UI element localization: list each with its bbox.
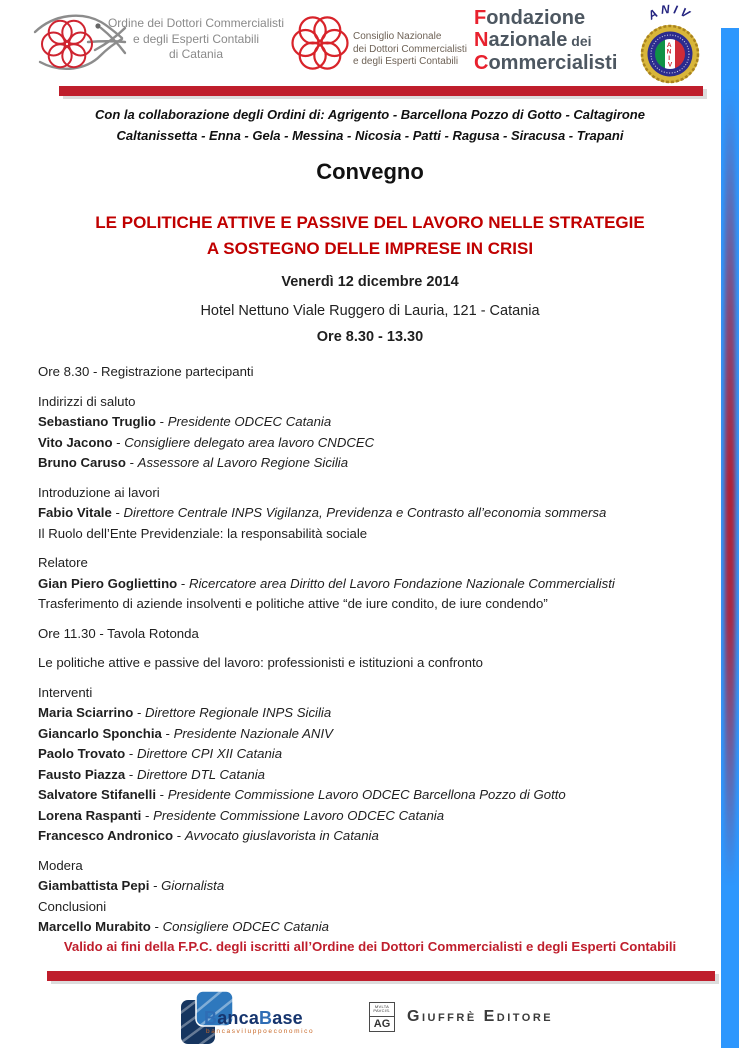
program-line: Ore 8.30 - Registrazione partecipanti bbox=[38, 364, 254, 379]
program-block bbox=[38, 624, 703, 645]
giuffre-seal-icon bbox=[369, 1002, 395, 1032]
speaker-name: Maria Sciarrino bbox=[38, 705, 134, 720]
separator: - bbox=[150, 919, 163, 934]
speaker-name: Giancarlo Sponchia bbox=[38, 725, 162, 741]
svg-text:A N I V: A N I V bbox=[666, 42, 673, 69]
cndcec-line1: Consiglio Nazionale bbox=[353, 31, 442, 42]
program bbox=[38, 362, 703, 947]
speaker-role: Ricercatore area Diritto del Lavoro Fondazione Nazionale Commercialisti bbox=[188, 575, 615, 591]
odcec-catania-name bbox=[98, 16, 294, 63]
giuffre-logo bbox=[369, 1002, 553, 1032]
speaker-name: Sebastiano Truglio bbox=[38, 414, 156, 429]
separator: - bbox=[125, 455, 138, 470]
collaboration-line2: Caltanissetta - Enna - Gela - Messina - Nicosia - Patti - Ragusa - Siracusa - Trapani bbox=[116, 128, 624, 143]
collaboration-line1: Con la collaborazione degli Ordini di: Agrigento - Barcellona Pozzo di Gotto - Caltagirone bbox=[95, 107, 645, 122]
separator: - bbox=[125, 746, 137, 761]
speaker-role: Direttore CPI XII Catania bbox=[136, 746, 283, 761]
speaker-role: Consigliere delegato area lavoro CNDCEC bbox=[124, 434, 375, 450]
speaker-role: Presidente Commissione Lavoro ODCEC Catania bbox=[153, 807, 445, 823]
speaker-name: Lorena Raspanti bbox=[38, 807, 142, 823]
separator: - bbox=[156, 787, 168, 802]
top-red-rule bbox=[59, 86, 703, 96]
aniv-badge-icon bbox=[634, 0, 706, 86]
program-line bbox=[38, 806, 703, 827]
speaker-role: Consigliere ODCEC Catania bbox=[162, 919, 329, 934]
program-line: Indirizzi di saluto bbox=[38, 393, 136, 409]
speaker-role: Direttore Regionale INPS Sicilia bbox=[145, 705, 332, 720]
speaker-name: Paolo Trovato bbox=[38, 746, 126, 761]
speaker-name: Giambattista Pepi bbox=[38, 878, 150, 893]
speaker-name: Salvatore Stifanelli bbox=[38, 787, 156, 802]
giuffre-seal-ag: AG bbox=[370, 1016, 394, 1031]
speaker-role: Direttore DTL Catania bbox=[136, 766, 265, 782]
cndcec-name bbox=[353, 31, 467, 69]
speaker-name: Gian Piero Gogliettino bbox=[38, 575, 178, 591]
cndcec-line2: dei Dottori Commercialisti bbox=[353, 43, 467, 55]
program-line: Il Ruolo dell’Ente Previdenziale: la responsabilità sociale bbox=[38, 525, 368, 541]
program-line: Conclusioni bbox=[38, 898, 107, 914]
event-time: Ore 8.30 - 13.30 bbox=[316, 329, 424, 345]
event-venue: Hotel Nettuno Viale Ruggero di Lauria, 121 - Catania bbox=[200, 303, 540, 319]
speaker-role: Assessore al Lavoro Regione Sicilia bbox=[137, 455, 349, 470]
event-title-line2: A SOSTEGNO DELLE IMPRESE IN CRISI bbox=[206, 239, 534, 258]
program-line bbox=[38, 724, 703, 745]
program-block bbox=[38, 483, 703, 545]
speaker-name: Fausto Piazza bbox=[38, 766, 126, 782]
separator: - bbox=[149, 878, 162, 893]
separator: - bbox=[141, 807, 154, 823]
program-block bbox=[38, 553, 703, 615]
program-line: Relatore bbox=[38, 555, 88, 570]
program-line: Modera bbox=[38, 857, 83, 873]
speaker-role: Presidente ODCEC Catania bbox=[167, 414, 332, 429]
program-line bbox=[38, 826, 703, 847]
speaker-name: Francesco Andronico bbox=[38, 828, 174, 843]
program-line: Trasferimento di aziende insolventi e politiche attive “de iure condito, de iure condendo” bbox=[38, 596, 548, 611]
fnc-logo bbox=[474, 7, 617, 74]
program-line: Introduzione ai lavori bbox=[38, 484, 160, 500]
program-line bbox=[38, 433, 703, 454]
fnc-line3: Commercialisti bbox=[474, 52, 618, 74]
event-date: Venerdì 12 dicembre 2014 bbox=[281, 274, 459, 290]
odcec-line3: di Catania bbox=[168, 47, 224, 61]
giuffre-seal-text: MVLTA PAVCIS. bbox=[373, 1003, 391, 1013]
program-line bbox=[38, 917, 703, 938]
cndcec-knot-icon bbox=[291, 14, 349, 72]
program-line: Le politiche attive e passive del lavoro: professionisti e istituzioni a confronto bbox=[38, 655, 483, 670]
odcec-line1: Ordine dei Dottori Commercialisti bbox=[107, 16, 285, 30]
program-block bbox=[38, 683, 703, 847]
program-line bbox=[38, 703, 703, 724]
speaker-role: Giornalista bbox=[161, 878, 225, 893]
separator: - bbox=[111, 505, 124, 520]
bottom-red-rule bbox=[47, 971, 715, 981]
program-line bbox=[38, 744, 703, 765]
speaker-role: Presidente Commissione Lavoro ODCEC Barcellona Pozzo di Gotto bbox=[167, 787, 566, 802]
speaker-role: Presidente Nazionale ANIV bbox=[173, 725, 333, 741]
fpc-notice: Valido ai fini della F.P.C. degli iscritti all’Ordine dei Dottori Commercialisti e degli Esperti Contabili bbox=[63, 939, 677, 954]
separator: - bbox=[173, 828, 185, 843]
program-line: Ore 11.30 - Tavola Rotonda bbox=[38, 625, 199, 641]
separator: - bbox=[155, 414, 168, 429]
svg-text:ANIV: ANIV bbox=[645, 1, 695, 23]
program-line bbox=[38, 574, 703, 595]
program-line bbox=[38, 785, 703, 806]
speaker-name: Fabio Vitale bbox=[38, 505, 112, 520]
separator: - bbox=[112, 434, 125, 450]
speaker-name: Marcello Murabito bbox=[38, 919, 151, 934]
cndcec-line3: e degli Esperti Contabili bbox=[353, 56, 459, 67]
program-block bbox=[38, 856, 703, 938]
speaker-name: Vito Jacono bbox=[38, 434, 113, 450]
program-line bbox=[38, 765, 703, 786]
odcec-line2: e degli Esperti Contabili bbox=[132, 31, 260, 46]
separator: - bbox=[125, 766, 137, 782]
event-kicker: Convegno bbox=[316, 159, 424, 184]
speaker-name: Bruno Caruso bbox=[38, 455, 126, 470]
program-line: Interventi bbox=[38, 684, 93, 700]
bancabase-subtitle: bancasviluppoeconomico bbox=[206, 1028, 315, 1035]
program-line bbox=[38, 453, 703, 474]
speaker-role: Direttore Centrale INPS Vigilanza, Previdenza e Contrasto all’economia sommersa bbox=[123, 505, 607, 520]
fnc-line2: Nazionale dei bbox=[474, 29, 592, 51]
program-line bbox=[38, 503, 703, 524]
separator: - bbox=[161, 725, 174, 741]
program-block bbox=[38, 362, 703, 383]
fnc-line1: Fondazione bbox=[474, 7, 586, 29]
event-title-line1: LE POLITICHE ATTIVE E PASSIVE DEL LAVORO NELLE STRATEGIE bbox=[95, 213, 645, 232]
bancabase-wordmark: BancaBase bbox=[204, 1008, 303, 1028]
giuffre-wordmark: Giuffrè Editore bbox=[407, 1008, 554, 1025]
program-line bbox=[38, 876, 703, 897]
event-title bbox=[5, 210, 735, 262]
separator: - bbox=[177, 575, 189, 591]
program-block bbox=[38, 653, 703, 674]
program-line bbox=[38, 412, 703, 433]
speaker-role: Avvocato giuslavorista in Catania bbox=[184, 828, 379, 843]
separator: - bbox=[133, 705, 146, 720]
collaboration-note bbox=[5, 104, 735, 146]
program-block bbox=[38, 392, 703, 474]
